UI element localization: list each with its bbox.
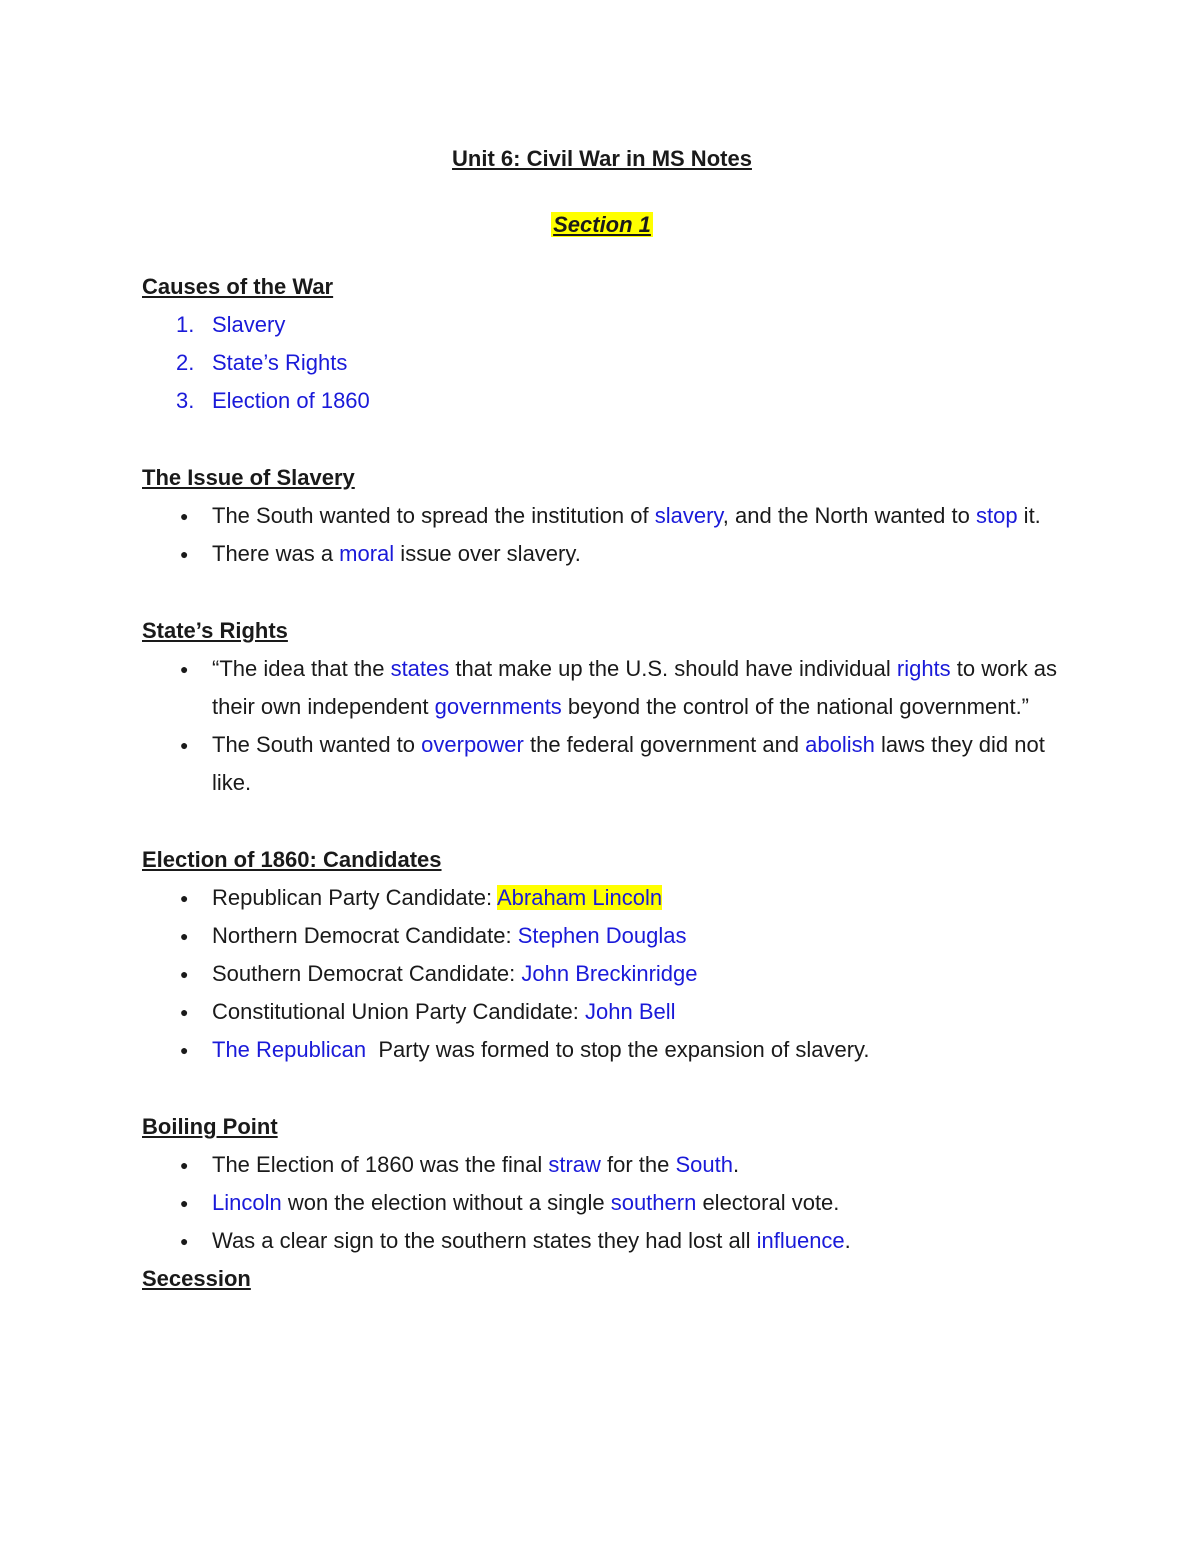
text-run: The South wanted to: [212, 732, 422, 757]
text-run: “The idea that the: [212, 656, 391, 681]
election-list: [142, 879, 1062, 1069]
list-item: [142, 344, 1062, 382]
list-item: [142, 535, 1062, 573]
keyword: John Breckinridge: [521, 961, 698, 986]
list-item: [142, 306, 1062, 344]
list-item: [142, 993, 1062, 1031]
list-item-text: State’s Rights: [212, 350, 348, 375]
document-title: Unit 6: Civil War in MS Notes: [452, 146, 752, 171]
list-item: [142, 497, 1062, 535]
list-item: [142, 650, 1062, 726]
bullet-icon: ●: [180, 1157, 189, 1173]
bullet-icon: ●: [180, 928, 189, 944]
text-run: that make up the U.S. should have individual: [449, 656, 897, 681]
rights-list: [142, 650, 1062, 802]
section-label: [142, 206, 1062, 244]
list-item: [142, 917, 1062, 955]
causes-block: [142, 268, 1062, 420]
keyword: southern: [610, 1190, 697, 1215]
bullet-icon: ●: [180, 508, 189, 524]
text-run: The Election of 1860 was the final: [212, 1152, 549, 1177]
bullet-icon: ●: [180, 546, 189, 562]
bullet-icon: ●: [180, 1195, 189, 1211]
text-run: won the election without a single: [281, 1190, 611, 1215]
secession-block: [142, 1260, 1062, 1298]
slavery-block: [142, 459, 1062, 573]
keyword: straw: [548, 1152, 601, 1177]
text-run: .: [844, 1228, 851, 1253]
list-item: [142, 382, 1062, 420]
bullet-icon: ●: [180, 1042, 189, 1058]
keyword: overpower: [421, 732, 524, 757]
list-number: 2.: [176, 350, 195, 375]
text-run: Constitutional Union Party Candidate:: [212, 999, 585, 1024]
text-run: laws they did not like.: [212, 732, 1045, 795]
text-run: Northern Democrat Candidate:: [212, 923, 518, 948]
text-run: Southern Democrat Candidate:: [212, 961, 522, 986]
text-run: issue over slavery.: [394, 541, 581, 566]
list-item-text: Election of 1860: [212, 388, 370, 413]
text-run: There was a: [212, 541, 340, 566]
causes-heading: Causes of the War: [142, 274, 334, 299]
slavery-list: [142, 497, 1062, 573]
text-run: Republican Party Candidate:: [212, 885, 497, 910]
text-run: the federal government and: [523, 732, 806, 757]
text-run: beyond the control of the national government.”: [561, 694, 1030, 719]
keyword: influence: [756, 1228, 845, 1253]
list-item: [142, 879, 1062, 917]
document-page: [142, 140, 1062, 1298]
text-run: , and the North wanted to: [722, 503, 976, 528]
boiling-heading: Boiling Point: [142, 1114, 278, 1139]
section-label-text: Section 1: [553, 212, 651, 237]
keyword: Lincoln: [212, 1190, 282, 1215]
boiling-block: [142, 1108, 1062, 1260]
text-run: The South wanted to spread the institution of: [212, 503, 655, 528]
text-run: it.: [1017, 503, 1041, 528]
bullet-icon: ●: [180, 966, 189, 982]
text-run: Party was formed to stop the expansion of slavery.: [366, 1037, 870, 1062]
election-block: [142, 841, 1062, 1069]
list-item: [142, 1146, 1062, 1184]
keyword: abolish: [805, 732, 875, 757]
keyword: governments: [434, 694, 562, 719]
causes-list: [142, 306, 1062, 420]
list-item: [142, 1031, 1062, 1069]
bullet-icon: ●: [180, 661, 189, 677]
text-run: .: [732, 1152, 740, 1177]
text-run: Was a clear sign to the southern states they had lost all: [212, 1228, 757, 1253]
bullet-icon: ●: [180, 737, 189, 753]
text-run: to work as their own independent: [212, 656, 1058, 719]
rights-heading: State’s Rights: [142, 618, 288, 643]
keyword: moral: [339, 541, 395, 566]
highlighted-keyword: Abraham Lincoln: [496, 885, 663, 910]
list-item: [142, 726, 1062, 802]
list-item: [142, 955, 1062, 993]
list-item: [142, 1222, 1062, 1260]
keyword: slavery: [654, 503, 723, 528]
keyword: rights: [896, 656, 951, 681]
keyword: The Republican: [212, 1037, 367, 1062]
bullet-icon: ●: [180, 1233, 189, 1249]
rights-block: [142, 612, 1062, 802]
list-item-text: Slavery: [212, 312, 286, 337]
election-heading: Election of 1860: Candidates: [142, 847, 442, 872]
keyword: states: [390, 656, 450, 681]
boiling-list: [142, 1146, 1062, 1260]
list-item: [142, 1184, 1062, 1222]
bullet-icon: ●: [180, 1004, 189, 1020]
keyword: Stephen Douglas: [517, 923, 687, 948]
slavery-heading: The Issue of Slavery: [142, 465, 355, 490]
bullet-icon: ●: [180, 890, 189, 906]
secession-heading: Secession: [142, 1266, 251, 1291]
list-number: 1.: [176, 312, 195, 337]
text-run: for the: [600, 1152, 676, 1177]
keyword: stop: [975, 503, 1018, 528]
list-number: 3.: [176, 388, 195, 413]
text-run: electoral vote.: [696, 1190, 840, 1215]
keyword: South: [675, 1152, 733, 1177]
keyword: John Bell: [585, 999, 676, 1024]
